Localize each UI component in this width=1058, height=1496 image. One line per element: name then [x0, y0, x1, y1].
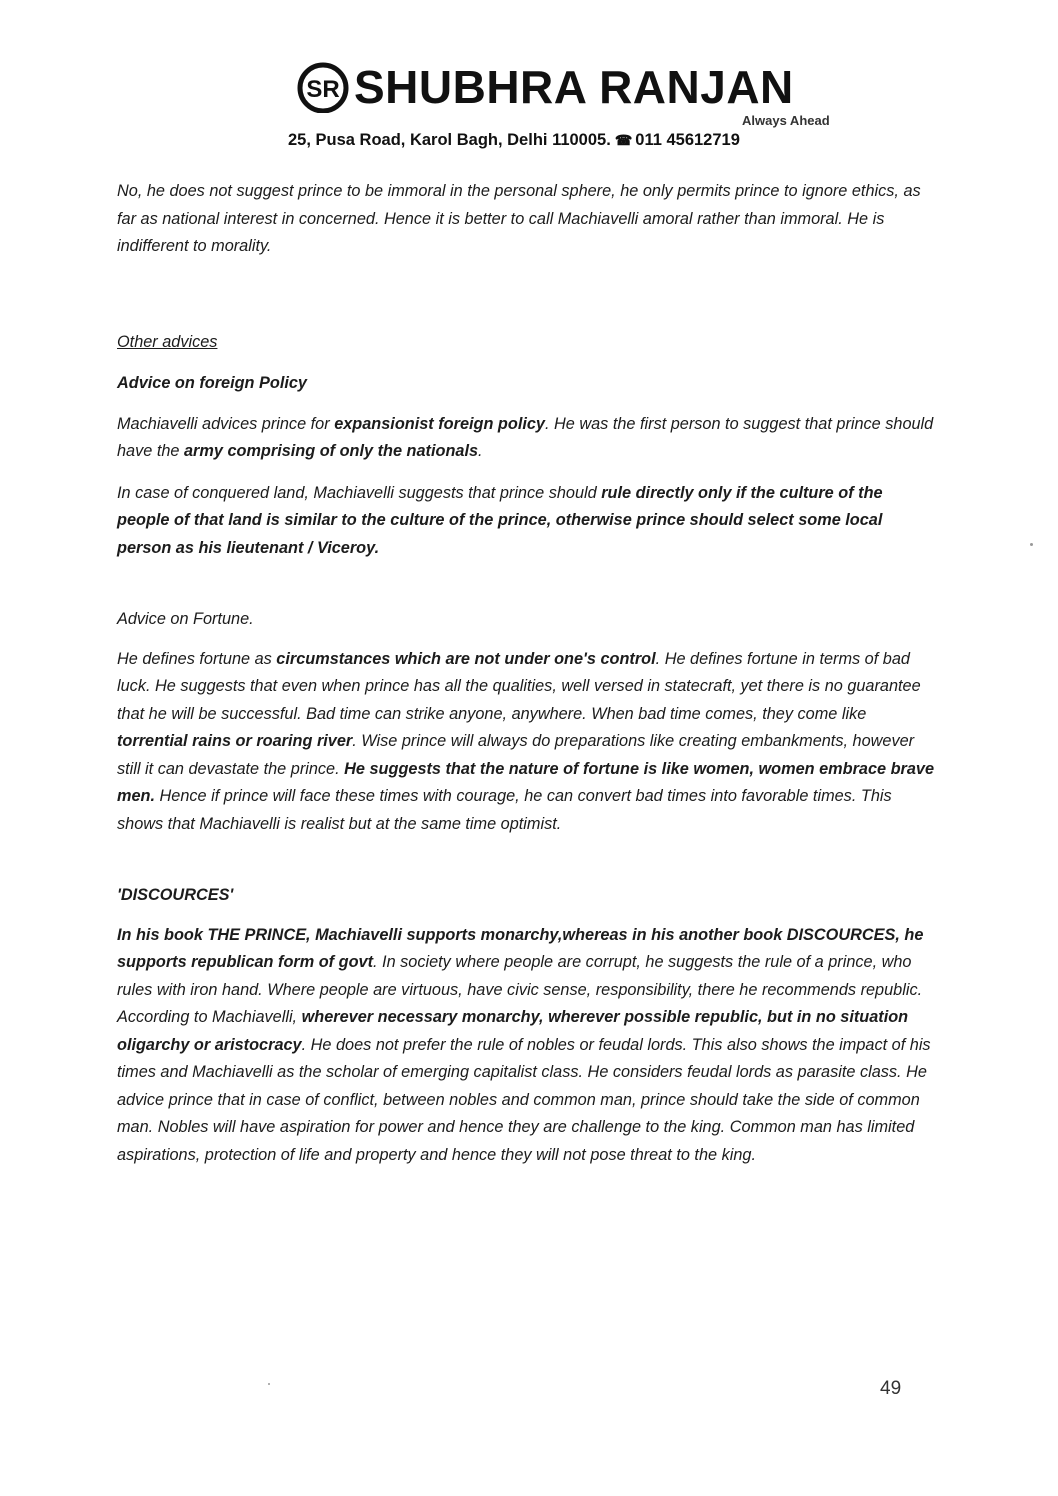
bold-run: circumstances which are not under one's control	[276, 649, 656, 668]
page-header	[0, 0, 1058, 160]
address-line	[288, 131, 740, 150]
text-run: . He defines fortune in terms of bad luck. He suggests that even when prince has all the qualities, well versed in statecraft, yet there is no guarantee that he will be successful. Bad time can strike anyone, anywhere. When bad time comes, they come like	[117, 649, 921, 723]
svg-text:SR: SR	[306, 76, 340, 103]
phone-number: 011 45612719	[635, 131, 740, 149]
text-run: In case of conquered land, Machiavelli suggests that prince should	[117, 483, 602, 502]
brand-name: SHUBHRA RANJAN	[354, 61, 794, 113]
fortune-paragraph	[117, 646, 937, 839]
bold-run: wherever necessary monarchy, wherever possible republic, but in no situation oligarchy or aristocracy	[117, 1008, 909, 1054]
section-heading-discources: 'DISCOURCES'	[117, 886, 234, 904]
bold-run: torrential rains or roaring river	[117, 732, 353, 750]
bold-run: army comprising of only the nationals	[184, 442, 479, 460]
brand-logo-icon	[296, 61, 352, 113]
bold-run: expansionist foreign policy	[334, 414, 545, 433]
address-text: 25, Pusa Road, Karol Bagh, Delhi 110005.	[288, 131, 611, 149]
scan-speck	[1030, 543, 1033, 546]
text-run: . Wise prince will always do preparations like creating embankments, however still it can devastate the prince.	[117, 732, 915, 778]
bold-run: rule directly only if the culture of the people of that land is similar to the culture of the prince, otherwise prince should select some local person as his lieutenant / Viceroy.	[117, 483, 883, 557]
text-run: Machiavelli advices prince for	[117, 414, 335, 433]
section-heading-other-advices: Other advices	[117, 332, 218, 351]
page-content	[117, 178, 937, 1169]
intro-paragraph: No, he does not suggest prince to be immoral in the personal sphere, he only permits prince to ignore ethics, as far as national interest in concerned. Hence it is better to call Machiavelli amoral rather than immoral. He is indifferent to morality.	[117, 182, 921, 255]
text-run: .	[478, 442, 483, 460]
page-number: 49	[880, 1378, 902, 1399]
text-run: . In society where people are corrupt, he suggests the rule of a prince, who rules with iron hand. Where people are virtuous, have civic sense, responsibility, there he recommends republic. According to Machiavelli,	[117, 953, 923, 1026]
text-run: . He was the first person to suggest that prince should have the	[117, 414, 934, 460]
phone-icon: ☎	[614, 132, 633, 148]
brand-logo	[296, 60, 794, 114]
text-run: He defines fortune as	[117, 649, 277, 668]
scan-speck	[268, 1383, 270, 1385]
foreign-policy-paragraph-2	[117, 480, 937, 563]
foreign-policy-paragraph-1	[117, 411, 937, 466]
subheading-foreign-policy: Advice on foreign Policy	[117, 374, 307, 392]
discources-paragraph	[117, 922, 937, 1170]
bold-run: He suggests that the nature of fortune is like women, women embrace brave men.	[117, 759, 935, 805]
text-run: . He does not prefer the rule of nobles or feudal lords. This also shows the impact of his times and Machiavelli as the scholar of emerging capitalist class. He considers feudal lords as parasite class. He advice prince that in case of conflict, between nobles and common man, prince should take the side of common man. Nobles will have aspiration for power and hence they are challenge to the king. Common man has limited aspirations, protection of life and property and hence they will not pose threat to the king.	[117, 1035, 931, 1164]
text-run: Hence if prince will face these times with courage, he can convert bad times into favorable times. This shows that Machiavelli is realist but at the same time optimist.	[117, 787, 892, 833]
brand-tagline: Always Ahead	[742, 113, 830, 128]
bold-run: In his book THE PRINCE, Machiavelli supports monarchy,whereas in his another book DISCOURCES, he supports republican form of govt	[117, 925, 924, 971]
subheading-fortune: Advice on Fortune.	[117, 610, 254, 628]
